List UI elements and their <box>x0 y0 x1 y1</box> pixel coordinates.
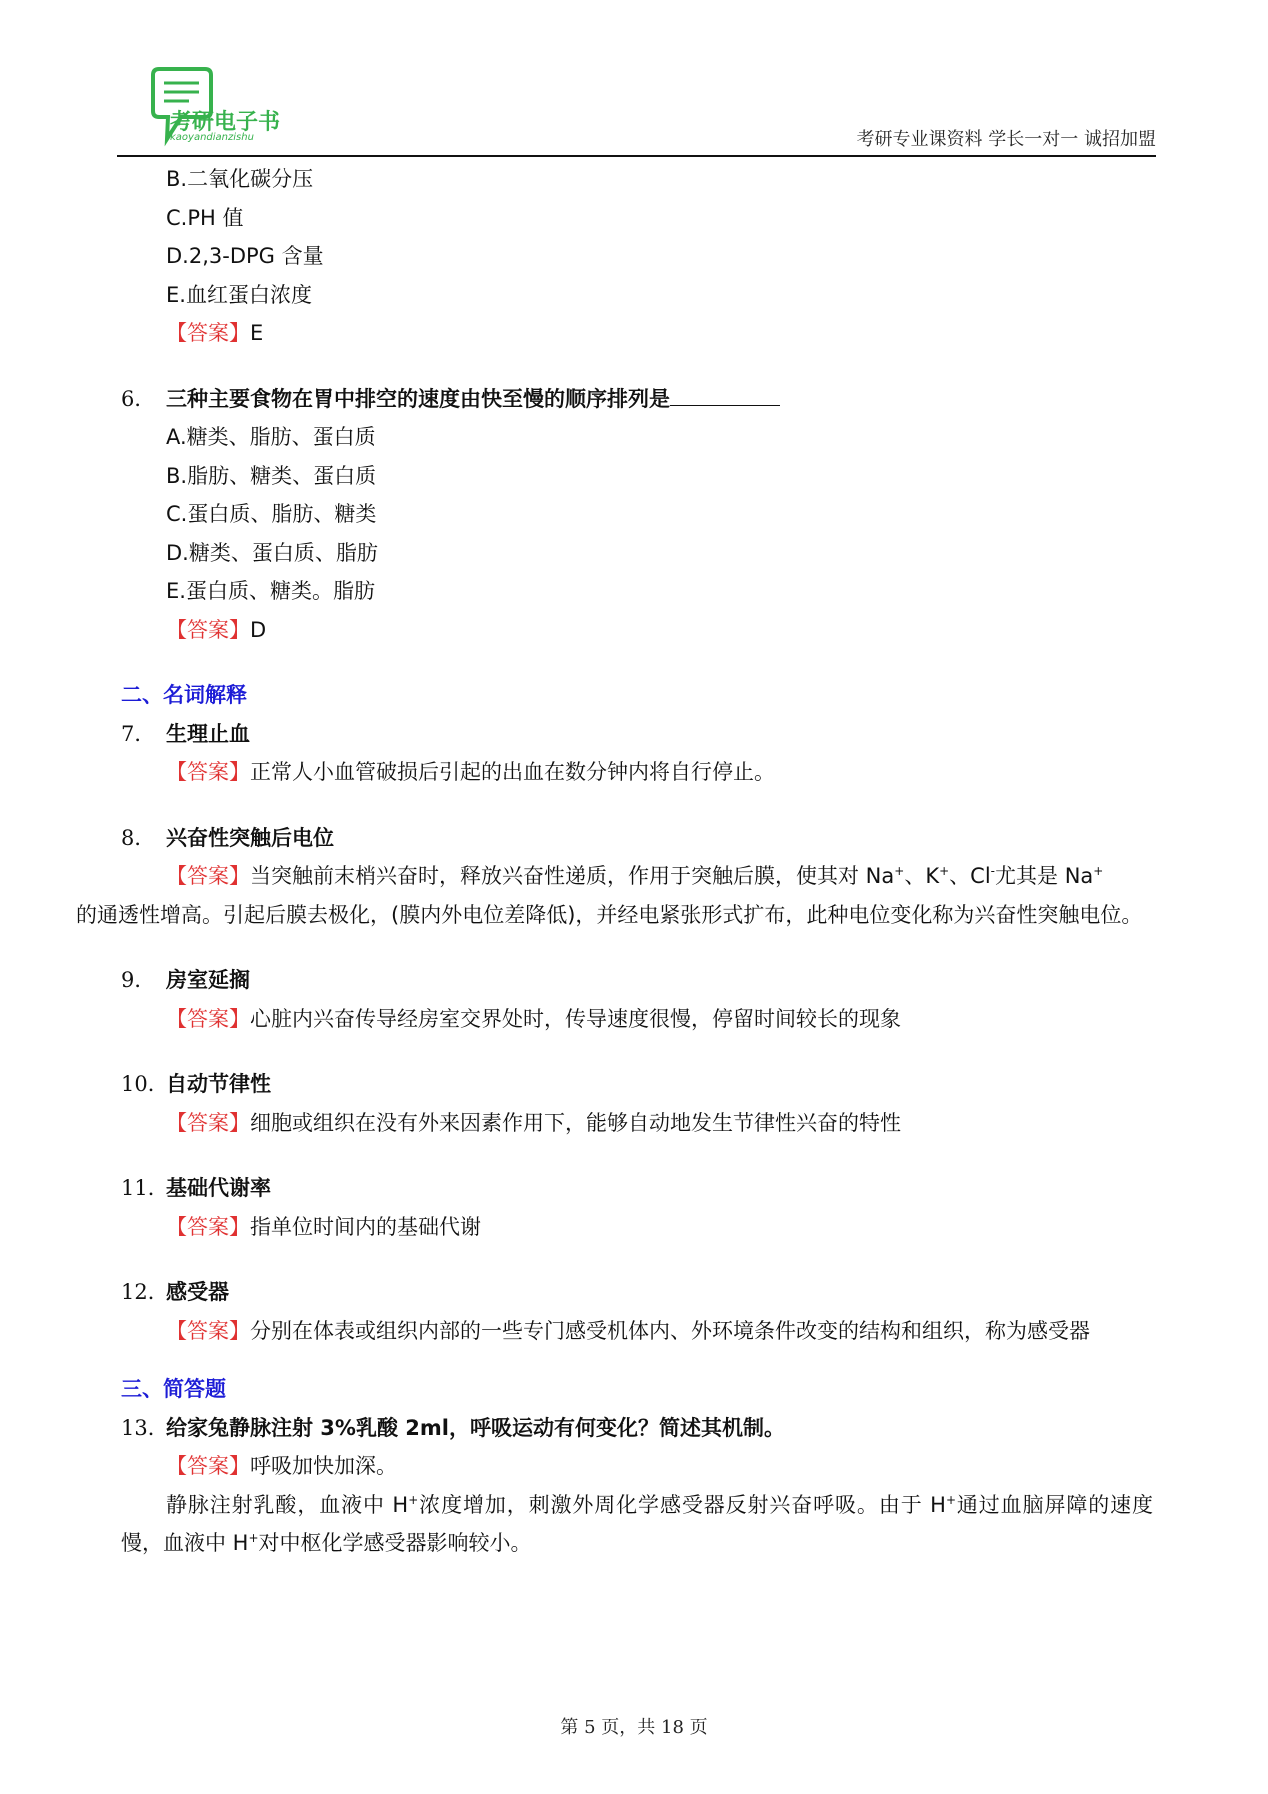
answer-explanation <box>121 1486 1153 1563</box>
answer-line <box>121 611 1153 650</box>
logo-subtext: kaoyandianzishu <box>170 132 254 143</box>
superscript: + <box>248 1531 259 1545</box>
question-text: 三种主要食物在胃中排空的速度由快至慢的顺序排列是 <box>166 386 670 411</box>
answer-text: 正常人小血管破损后引起的出血在数分钟内将自行停止。 <box>250 760 775 784</box>
option: B.二氧化碳分压 <box>166 167 314 191</box>
answer-line <box>121 1208 1153 1247</box>
page-content <box>76 160 1154 1563</box>
header-divider <box>117 155 1156 157</box>
superscript: - <box>990 864 996 878</box>
answer-label: 【答案】 <box>166 321 250 345</box>
option: B.脂肪、糖类、蛋白质 <box>166 463 377 488</box>
superscript: + <box>939 864 950 878</box>
answer-text: D <box>250 617 267 642</box>
option: D.2,3-DPG 含量 <box>166 244 324 268</box>
answer-line <box>121 314 1153 353</box>
question-text: 给家兔静脉注射 3%乳酸 2ml，呼吸运动有何变化？简述其机制。 <box>166 1415 785 1440</box>
answer-label: 【答案】 <box>166 1318 250 1343</box>
explanation-text: 静脉注射乳酸，血液中 H <box>166 1492 409 1517</box>
question-13 <box>121 1409 1153 1448</box>
answer-label: 【答案】 <box>166 760 250 784</box>
question-number: 11． <box>121 1176 169 1200</box>
answer-blank <box>670 383 780 406</box>
answer-text: 心脏内兴奋传导经房室交界处时，传导速度很慢，停留时间较长的现象 <box>250 1006 901 1031</box>
answer-text: 、Cl <box>949 864 991 888</box>
question-number: 10． <box>121 1072 169 1096</box>
answer-line <box>121 1447 1153 1486</box>
answer-text: 当突触前末梢兴奋时，释放兴奋性递质，作用于突触后膜，使其对 Na <box>250 864 895 888</box>
question-term: 兴奋性突触后电位 <box>166 825 334 850</box>
answer-label: 【答案】 <box>166 617 250 642</box>
question-number: 8． <box>121 825 156 850</box>
question-term: 感受器 <box>166 1280 229 1304</box>
question-number: 12． <box>121 1280 169 1304</box>
question-10 <box>121 1065 1153 1104</box>
section-title: 三、简答题 <box>121 1377 226 1401</box>
explanation-text: 通过血脑屏障的速度慢，血液中 H <box>121 1492 1154 1555</box>
question-8 <box>121 819 1153 858</box>
option: C.PH 值 <box>166 205 244 230</box>
question-term: 自动节律性 <box>166 1072 271 1096</box>
answer-label: 【答案】 <box>166 1110 250 1135</box>
section-title: 二、名词解释 <box>121 683 247 707</box>
answer-label: 【答案】 <box>166 1214 250 1239</box>
answer-line <box>121 753 1153 792</box>
question-term: 基础代谢率 <box>166 1176 271 1200</box>
option: C.蛋白质、脂肪、糖类 <box>166 502 377 526</box>
answer-text: 尤其是 Na <box>995 864 1094 888</box>
answer-text: 细胞或组织在没有外来因素作用下，能够自动地发生节律性兴奋的特性 <box>250 1110 901 1135</box>
question-term: 房室延搁 <box>166 968 250 992</box>
answer-paragraph <box>76 857 1153 934</box>
logo-text: 考研电子书 <box>170 110 281 135</box>
question-9 <box>121 961 1153 1000</box>
explanation-text: 浓度增加，刺激外周化学感受器反射兴奋呼吸。由于 H <box>418 1492 946 1517</box>
answer-text: 分别在体表或组织内部的一些专门感受机体内、外环境条件改变的结构和组织，称为感受器 <box>250 1318 1090 1343</box>
question-number: 7． <box>121 721 156 746</box>
answer-text: 呼吸加快加深。 <box>250 1454 397 1478</box>
answer-label: 【答案】 <box>166 864 250 888</box>
superscript: + <box>1093 864 1104 878</box>
question-number: 13． <box>121 1415 169 1440</box>
answer-line <box>121 1000 1153 1039</box>
answer-text: 的通透性增高。引起后膜去极化，(膜内外电位差降低)，并经电紧张形式扩布，此种电位变化称为兴奋性突触电位。 <box>76 902 1143 927</box>
question-7 <box>121 715 1153 754</box>
superscript: + <box>408 1492 419 1507</box>
question-6 <box>121 380 1153 419</box>
superscript: + <box>894 864 905 878</box>
answer-line <box>121 1312 1153 1351</box>
page-header <box>117 55 1156 155</box>
answer-text: 指单位时间内的基础代谢 <box>250 1214 481 1239</box>
answer-label: 【答案】 <box>166 1006 250 1031</box>
option: D.糖类、蛋白质、脂肪 <box>166 540 378 565</box>
explanation-text: 对中枢化学感受器影响较小。 <box>258 1531 532 1555</box>
answer-text: E <box>250 321 264 345</box>
question-11 <box>121 1169 1153 1208</box>
question-number: 6． <box>121 386 156 411</box>
superscript: + <box>945 1492 957 1507</box>
option: E.蛋白质、糖类。脂肪 <box>166 579 375 603</box>
page-footer: 第 5 页，共 18 页 <box>560 1717 708 1738</box>
answer-label: 【答案】 <box>166 1454 250 1478</box>
answer-text: 、K <box>904 864 940 888</box>
option: E.血红蛋白浓度 <box>166 282 312 307</box>
header-tagline: 考研专业课资料 学长一对一 诚招加盟 <box>856 129 1156 150</box>
question-12 <box>121 1273 1153 1312</box>
answer-line <box>121 1104 1153 1143</box>
question-term: 生理止血 <box>166 721 250 746</box>
option: A.糖类、脂肪、蛋白质 <box>166 425 376 449</box>
question-number: 9． <box>121 968 156 992</box>
